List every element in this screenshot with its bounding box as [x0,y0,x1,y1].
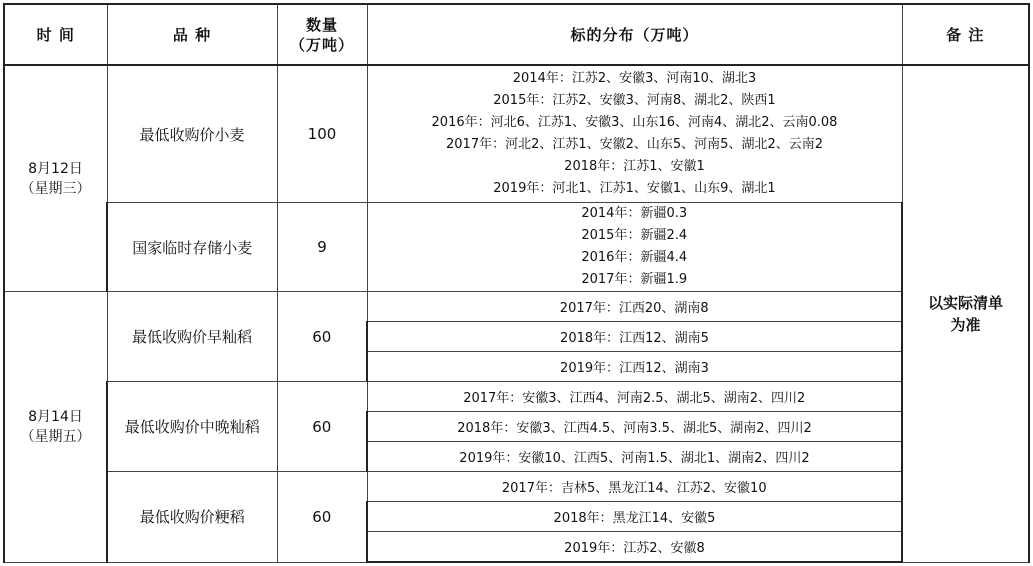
quantity-cell: 100 [277,65,367,203]
distribution-cell [367,65,902,203]
distribution-cell: 2019年：江苏2、安徽8 [367,532,902,563]
header-variety: 品 种 [107,4,277,65]
distribution-cell: 2018年：黑龙江14、安徽5 [367,502,902,532]
quantity-cell: 60 [277,472,367,563]
quantity-cell: 9 [277,203,367,292]
header-remark: 备 注 [902,4,1029,65]
distribution-line: 2019年：河北1、江苏1、安徽1、山东9、湖北1 [493,181,776,196]
weekday-label: （星期五） [20,428,91,445]
distribution-cell [367,203,902,292]
table-row [4,292,1029,322]
distribution-line: 2017年：新疆1.9 [581,272,688,287]
distribution-cell: 2017年：江西20、湖南8 [367,292,902,322]
remark-cell [902,65,1029,562]
distribution-line: 2016年：新疆4.4 [581,250,688,265]
date-label: 8月12日 [28,160,83,177]
distribution-line: 2017年：河北2、江苏1、安徽2、山东5、河南5、湖北2、云南2 [446,137,823,152]
distribution-cell: 2019年：江西12、湖南3 [367,352,902,382]
variety-cell: 国家临时存储小麦 [107,203,277,292]
distribution-cell: 2017年：吉林5、黑龙江14、江苏2、安徽10 [367,472,902,502]
header-quantity-label: 数量 [305,15,338,34]
table-row [4,65,1029,203]
distribution-cell: 2018年：安徽3、江西4.5、河南3.5、湖北5、湖南2、四川2 [367,412,902,442]
distribution-cell: 2018年：江西12、湖南5 [367,322,902,352]
distribution-line: 2015年：江苏2、安徽3、河南8、湖北2、陕西1 [493,93,776,108]
variety-cell: 最低收购价早籼稻 [107,292,277,382]
variety-cell: 最低收购价小麦 [107,65,277,203]
header-distribution: 标的分布（万吨） [367,4,902,65]
quantity-cell: 60 [277,382,367,472]
distribution-line: 2018年：江苏1、安徽1 [564,159,705,174]
header-quantity [277,4,367,65]
distribution-line: 2014年：新疆0.3 [581,206,688,221]
table-row [4,472,1029,502]
remark-line: 以实际清单 [927,293,1003,312]
header-row [4,4,1029,65]
quantity-cell: 60 [277,292,367,382]
auction-schedule-table-frame [3,3,1030,563]
distribution-cell: 2017年：安徽3、江西4、河南2.5、湖北5、湖南2、四川2 [367,382,902,412]
date-cell-aug14 [4,292,107,563]
auction-schedule-table [3,3,1030,563]
remark-line: 为准 [950,315,981,334]
table-row [4,382,1029,412]
distribution-line: 2014年：江苏2、安徽3、河南10、湖北3 [512,71,757,86]
variety-cell: 最低收购价中晚籼稻 [107,382,277,472]
distribution-line: 2016年：河北6、江苏1、安徽3、山东16、河南4、湖北2、云南0.08 [431,115,838,130]
date-cell-aug12 [4,65,107,292]
table-row [4,203,1029,292]
distribution-cell: 2019年：安徽10、江西5、河南1.5、湖北1、湖南2、四川2 [367,442,902,472]
header-time: 时 间 [4,4,107,65]
header-quantity-unit: （万吨） [289,35,354,54]
weekday-label: （星期三） [20,180,91,197]
date-label: 8月14日 [28,408,83,425]
distribution-line: 2015年：新疆2.4 [581,228,688,243]
variety-cell: 最低收购价粳稻 [107,472,277,563]
